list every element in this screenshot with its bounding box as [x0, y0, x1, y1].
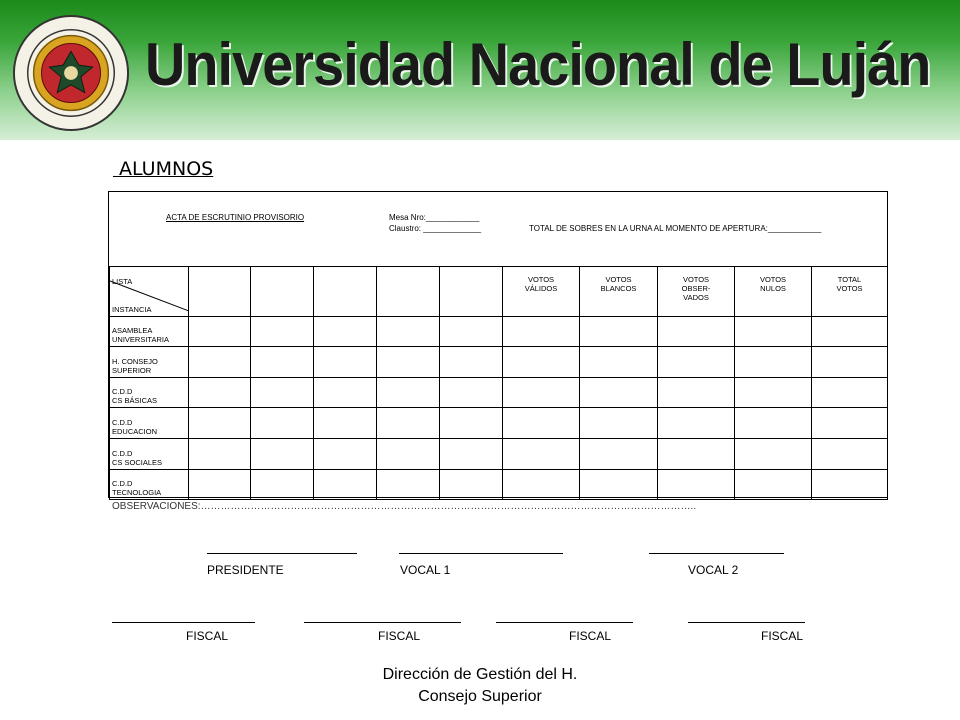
vote-entry-cell[interactable] [314, 439, 377, 470]
votes-table [109, 266, 888, 500]
vote-entry-cell[interactable] [440, 439, 503, 470]
vote-entry-cell[interactable] [658, 317, 735, 347]
vote-entry-cell[interactable] [314, 408, 377, 439]
table-row [110, 470, 888, 500]
vote-entry-cell[interactable] [189, 378, 251, 408]
vote-entry-cell[interactable] [251, 317, 314, 347]
vote-entry-cell[interactable] [377, 408, 440, 439]
table-row [110, 317, 888, 347]
vote-entry-cell[interactable] [735, 408, 812, 439]
vote-entry-cell[interactable] [251, 347, 314, 378]
vote-entry-cell[interactable] [658, 408, 735, 439]
university-name-title: Universidad Nacional de Luján [145, 31, 931, 98]
fiscal-signature-line[interactable] [688, 622, 805, 623]
row-label: C.D.D CS BÁSICAS [110, 378, 189, 408]
presidente-label: PRESIDENTE [207, 563, 284, 577]
vote-entry-cell[interactable] [658, 439, 735, 470]
fiscal-signature-line[interactable] [304, 622, 461, 623]
column-header-votos-observados: VOTOS OBSER- VADOS [658, 267, 735, 317]
vote-entry-cell[interactable] [503, 317, 580, 347]
lista-cell[interactable] [440, 267, 503, 317]
footer-line-2: Consejo Superior [418, 688, 542, 705]
vote-entry-cell[interactable] [580, 408, 658, 439]
column-header-votos-nulos: VOTOS NULOS [735, 267, 812, 317]
column-header-votos-blancos: VOTOS BLANCOS [580, 267, 658, 317]
section-title: ALUMNOS [113, 158, 214, 180]
vote-entry-cell[interactable] [189, 470, 251, 500]
vote-entry-cell[interactable] [580, 317, 658, 347]
header-banner [0, 0, 960, 140]
vote-entry-cell[interactable] [503, 408, 580, 439]
row-label: H. CONSEJO SUPERIOR [110, 347, 189, 378]
table-row [110, 378, 888, 408]
footer-line-1: Dirección de Gestión del H. [382, 666, 578, 683]
fiscal-label: FISCAL [186, 629, 229, 643]
fiscal-label: FISCAL [378, 629, 421, 643]
claustro-field: Claustro: _____________ [389, 224, 482, 233]
vote-entry-cell[interactable] [812, 408, 888, 439]
vote-entry-cell[interactable] [251, 439, 314, 470]
vote-entry-cell[interactable] [440, 408, 503, 439]
vote-entry-cell[interactable] [440, 347, 503, 378]
table-row [110, 408, 888, 439]
lista-cell[interactable] [189, 267, 251, 317]
table-header-row [110, 267, 888, 317]
instancia-label: INSTANCIA [112, 305, 152, 314]
vote-entry-cell[interactable] [735, 378, 812, 408]
vote-entry-cell[interactable] [503, 439, 580, 470]
row-label: C.D.D EDUCACION [110, 408, 189, 439]
vote-entry-cell[interactable] [580, 378, 658, 408]
table-row [110, 439, 888, 470]
vocal1-label: VOCAL 1 [400, 563, 451, 577]
vote-entry-cell[interactable] [440, 470, 503, 500]
lista-label: LISTA [112, 277, 133, 286]
footer-text [300, 664, 660, 708]
vote-entry-cell[interactable] [314, 470, 377, 500]
vote-entry-cell[interactable] [314, 378, 377, 408]
corner-cell [110, 267, 189, 317]
vote-entry-cell[interactable] [377, 470, 440, 500]
vote-entry-cell[interactable] [189, 347, 251, 378]
lista-cell[interactable] [314, 267, 377, 317]
vote-entry-cell[interactable] [580, 347, 658, 378]
table-row [110, 347, 888, 378]
vote-entry-cell[interactable] [377, 378, 440, 408]
vote-entry-cell[interactable] [658, 470, 735, 500]
university-seal-logo [12, 14, 130, 132]
vote-entry-cell[interactable] [503, 378, 580, 408]
lista-cell[interactable] [251, 267, 314, 317]
lista-cell[interactable] [377, 267, 440, 317]
column-header-votos-validos: VOTOS VÁLIDOS [503, 267, 580, 317]
vote-entry-cell[interactable] [314, 347, 377, 378]
vote-entry-cell[interactable] [314, 317, 377, 347]
vote-entry-cell[interactable] [812, 317, 888, 347]
row-label: ASAMBLEA UNIVERSITARIA [110, 317, 189, 347]
vote-entry-cell[interactable] [377, 347, 440, 378]
vote-entry-cell[interactable] [658, 347, 735, 378]
vote-entry-cell[interactable] [812, 347, 888, 378]
vote-entry-cell[interactable] [503, 347, 580, 378]
vote-entry-cell[interactable] [735, 317, 812, 347]
vote-entry-cell[interactable] [377, 317, 440, 347]
vote-entry-cell[interactable] [735, 347, 812, 378]
vote-entry-cell[interactable] [812, 439, 888, 470]
fiscal-label: FISCAL [761, 629, 804, 643]
row-label: C.D.D TECNOLOGIA [110, 470, 189, 500]
vote-entry-cell[interactable] [251, 378, 314, 408]
vote-entry-cell[interactable] [735, 470, 812, 500]
vote-entry-cell[interactable] [189, 439, 251, 470]
form-header [109, 192, 887, 267]
row-label: C.D.D CS SOCIALES [110, 439, 189, 470]
mesa-field: Mesa Nro:____________ [389, 213, 480, 222]
vocal1-signature-line[interactable] [399, 553, 563, 554]
vote-entry-cell[interactable] [377, 439, 440, 470]
presidente-signature-line[interactable] [207, 553, 357, 554]
vote-entry-cell[interactable] [440, 378, 503, 408]
vote-entry-cell[interactable] [503, 470, 580, 500]
vote-entry-cell[interactable] [735, 439, 812, 470]
total-sobres-field: TOTAL DE SOBRES EN LA URNA AL MOMENTO DE APERTURA:____________ [529, 224, 822, 233]
vote-entry-cell[interactable] [440, 317, 503, 347]
vote-entry-cell[interactable] [812, 470, 888, 500]
vote-entry-cell[interactable] [251, 470, 314, 500]
acta-title: ACTA DE ESCRUTINIO PROVISORIO [166, 213, 305, 222]
fiscal-label: FISCAL [569, 629, 612, 643]
vote-entry-cell[interactable] [658, 378, 735, 408]
vote-entry-cell[interactable] [812, 378, 888, 408]
vote-entry-cell[interactable] [580, 470, 658, 500]
vote-entry-cell[interactable] [189, 408, 251, 439]
column-header-total-votos: TOTAL VOTOS [812, 267, 888, 317]
vote-entry-cell[interactable] [189, 317, 251, 347]
fiscal-signature-line[interactable] [112, 622, 255, 623]
observaciones-line: OBSERVACIONES:………………………………………………………………………………………………………………………………….. [112, 501, 697, 512]
fiscal-signature-line[interactable] [496, 622, 633, 623]
vocal2-label: VOCAL 2 [688, 563, 739, 577]
acta-form [108, 191, 888, 498]
vocal2-signature-line[interactable] [649, 553, 784, 554]
vote-entry-cell[interactable] [251, 408, 314, 439]
vote-entry-cell[interactable] [580, 439, 658, 470]
